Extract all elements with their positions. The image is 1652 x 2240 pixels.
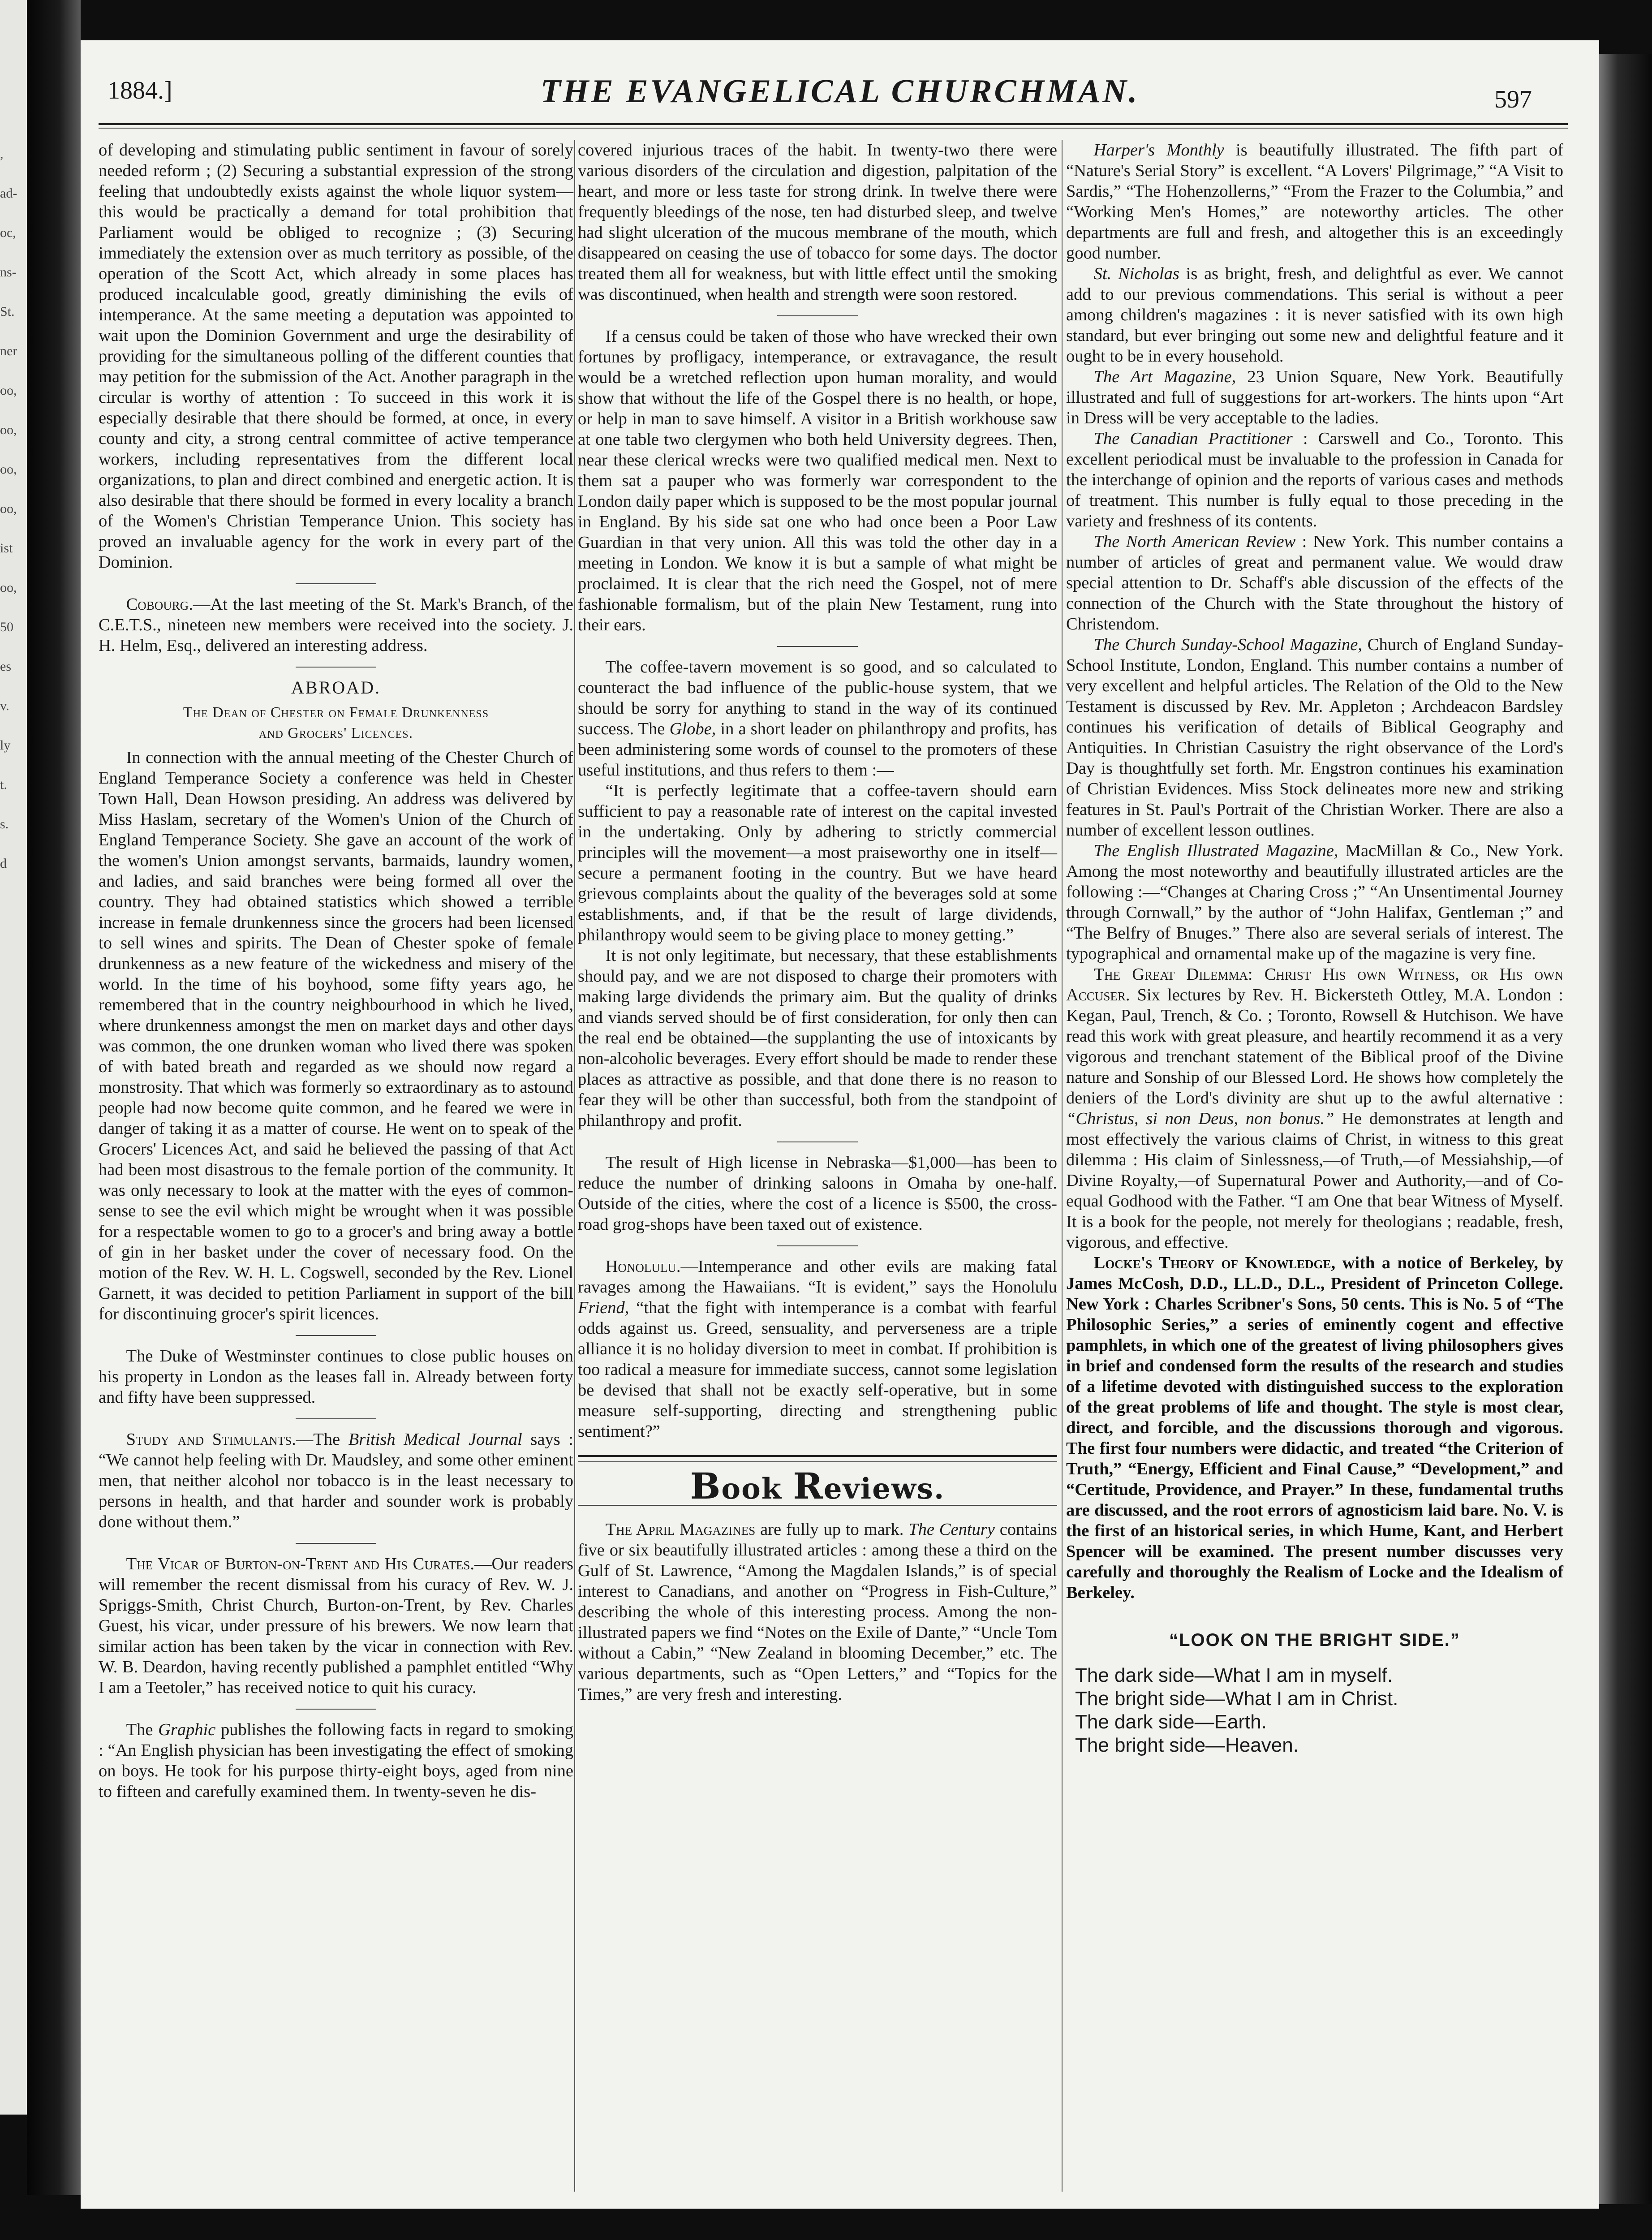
separator-rule	[296, 1543, 376, 1544]
book-reviews-heading	[578, 1465, 1057, 1507]
review-paragraph	[578, 1519, 1057, 1705]
sliver-fragment: ner	[0, 344, 17, 358]
item-text: MacMillan & Co., New York. Among the most noteworthy and beautifully illustrated articles are the following :—“Changes at Charing Cross ;” “An Unsentimental Journey through Cornwall,” by the author of “John Halifax, Gentleman ;” and “The Belfry of Bnuges.” There also are several serials of interest. The typographical and ornamental make up of the magazine is very fine.	[1066, 841, 1563, 963]
article-paragraph	[99, 1719, 573, 1802]
article-paragraph: In connection with the annual meeting of the Chester Church of England Temperance Society a conference was held in Chester Town Hall, Dean Howson presiding. An address was delivered by Miss Haslam, secretary of the Women's Union of the Church of England Temperance Society. She gave an account of the work of the women's Union amongst servants, barmaids, laundry women, and ladies, and said branches were being formed all over the country. They had obtained statistics which showed a terrible increase in female drunkenness since the grocers had been licensed to sell wines and spirits. The Dean of Chester spoke of female drunkenness as a new feature of the wickedness and misery of the world. In the time of his boyhood, some fifty years ago, he remembered that in the country neighbourhood in which he lived, where drunkenness amongst the men on market days and other days was common, the one drunken woman who lived there was spoken of with bated breath and regarded as we should now regard a monstrosity. That which was formerly so extraordinary as to astound people had now become quite common, and he feared we were in danger of taking it as a matter of course. He went on to speak of the Grocers' Licences Act, and said he believed the passing of that Act had been most disastrous to the female portion of the community. It was only necessary to look at the matter with the eyes of common-sense to see the evil which might be wrought when it was possible for a respectable women to go to a grocer's and bring away a bottle of gin in her basket under the cover of necessary food. On the motion of the Rev. W. H. L. Cogswell, seconded by the Rev. Lionel Garnett, it was decided to petition Parliament in support of the bill for discontinuing grocer's spirit licences.	[99, 748, 573, 1323]
column-2	[578, 140, 1057, 1705]
separator-rule	[777, 646, 858, 647]
item-text: with a notice of Berkeley, by James McCosh, D.D., LL.D., D.L., President of Princeton College. New York : Charles Scribner's Sons, 50 cents. This is No. 5 of “The Philosophic Series,” a series of eminently cogent and effective pamphlets, in which one of the greatest of living philosophers gives in brief and condensed form the results of the research and studies of a lifetime devoted with distinguished success to the exploration of the great problems of life and thought. The style is most clear, direct, and forcible, and the discussions thorough and vigorous. The first four numbers were didactic, and treated “the Criterion of Truth,” “Energy, Efficient and Final Cause,” “Development,” and “Certitude, Providence, and Prayer.” In these, fundamental truths are discussed, and the root errors of agnosticism laid bare. No. V. is the first of an historical series, in which Hume, Kant, and Herbert Spencer will be examined. The present number discusses very carefully and thoroughly the Realism of Locke and the Idealism of Berkeley.	[1066, 1254, 1563, 1602]
poem-lines	[1066, 1664, 1563, 1757]
page-number: 597	[1494, 86, 1532, 113]
sliver-fragment: v.	[0, 698, 9, 713]
item-text: is beautifully illustrated. The fifth part of “Nature's Serial Story” is excellent. “A Lovers' Pilgrimage,” “A Visit to Sardis,” “The Hohenzollerns,” “From the Frazer to the Columbia,” and “Working Men's Homes,” are noteworthy articles. The other departments are full and fresh, and altogether this is an exceedingly good number.	[1066, 141, 1563, 263]
header-year: 1884.]	[108, 77, 172, 104]
header-rule	[99, 123, 1568, 129]
section-heading-abroad: ABROAD.	[291, 677, 381, 698]
sliver-fragment: 50	[0, 620, 13, 634]
page-edge-shadow	[1595, 54, 1652, 2204]
column-1	[99, 140, 573, 1802]
item-lead: The Great Dilemma: Christ His own Witness, or His own Accuser.	[1066, 965, 1563, 1004]
masthead-title: THE EVANGELICAL CHURCHMAN.	[540, 73, 1140, 110]
sliver-fragment: oo,	[0, 501, 17, 516]
article-paragraph: If a census could be taken of those who have wrecked their own fortunes by profligacy, intemperance, or extravagance, the result would be a wretched reflection upon human morality, and would show that without the life of the Gospel there is no health, or hope, or help in man to save himself. A visitor in a British workhouse saw at one table two clergymen who both held University degrees. Then, near these clerical wrecks were two qualified medical men. Next to them sat a pauper who was formerly war correspondent to the London daily paper which is supposed to be the most popular journal in England. By his side sat one who had once been a Poor Law Guardian in that very union. All this was told the other day in a meeting in London. We know it is but a sample of what might be proclaimed. It is clear that the rich need the Gospel, not of mere fashionable formalism, but of the plain New Testament, rung into their ears.	[578, 327, 1057, 634]
publication-title: British Medical Journal	[348, 1430, 522, 1449]
heading-capital: B	[690, 1465, 722, 1507]
publication-title: The Church Sunday-School Magazine,	[1093, 635, 1363, 654]
publication-title: Harper's Monthly	[1093, 141, 1224, 159]
item-text: : Carswell and Co., Toronto. This excellent periodical must be invaluable to the profession in Canada for the interchange of opinion and the reports of various cases and methods of treatment. This number is fully equal to those preceding in the variety and freshness of its contents.	[1066, 429, 1563, 530]
article-paragraph: It is not only legitimate, but necessary, that these establishments should pay, and we are not disposed to charge their promoters with making large dividends the primary aim. But the quality of drinks and viands served should be of first consideration, for only then can the real end be obtained—the supplanting the use of intoxicants by non-alcoholic beverages. Every effort should be made to render these places as attractive as possible, and that done there is no reason to fear they will be other than successful, both from the standpoint of philanthropy and profit.	[578, 946, 1057, 1130]
review-paragraph	[1066, 531, 1563, 634]
column-3	[1066, 140, 1563, 1757]
sliver-fragment: ist	[0, 541, 13, 556]
review-paragraph	[1066, 964, 1563, 1253]
separator-rule	[296, 1709, 376, 1710]
item-lead: Cobourg.	[126, 595, 193, 614]
sliver-fragment: d	[0, 856, 7, 871]
item-text: He demonstrates at length and most effectively the various claims of Christ, in witness to this great dilemma : His claim of Sinlessness,—of Truth,—of Messiahship,—of Divine Royalty,—of Supernatural Power and Authority,—and of Co-equal Godhood with the Father. “I am One that bear Witness of Myself. It is a book for the people, not merely for theologians ; readable, fresh, vigorous, and effective.	[1066, 1109, 1563, 1252]
publication-title: St. Nicholas	[1093, 264, 1179, 283]
item-lead: Honolulu.	[605, 1257, 681, 1276]
column-divider	[1062, 140, 1063, 2192]
publication-title: The North American Review	[1093, 532, 1296, 551]
item-text: are fully up to mark.	[755, 1520, 909, 1539]
item-text: Six lectures by Rev. H. Bickersteth Ottley, M.A. London : Kegan, Paul, Trench, & Co. ; Toronto, Rowsell & Hutchison. We have read this work with great pleasure, and heartily recommend it as a very vigorous and trenchant statement of the Biblical proof of the Divine nature and Sonship of our Blessed Lord. He shows how completely the deniers of the Lord's divinity are shut up to the awful alternative :	[1066, 986, 1563, 1107]
item-text: The	[126, 1720, 159, 1739]
subheading-line: and Grocers' Licences.	[258, 725, 413, 741]
item-text: 23 Union Square, New York. Beautifully illustrated and full of suggestions for art-workers. The hints upon “Art in Dress will be very acceptable to the ladies.	[1066, 367, 1563, 427]
separator-rule	[296, 667, 376, 668]
book-gutter	[27, 0, 81, 2195]
item-text: in a short leader on philanthropy and profits, has been administering some words of counsel to the promoters of these useful institutions, and thus refers to them :—	[578, 719, 1058, 780]
sliver-fragment: St.	[0, 304, 15, 319]
sliver-fragment: ad-	[0, 186, 17, 201]
article-paragraph	[578, 657, 1057, 780]
article-paragraph	[99, 1554, 573, 1698]
poem-line: The dark side—What I am in myself.	[1075, 1664, 1393, 1686]
newspaper-page	[81, 40, 1599, 2209]
item-lead: Locke's Theory of Knowledge,	[1093, 1254, 1336, 1272]
item-text: says : “We cannot help feeling with Dr. Maudsley, and some other eminent men, that neither alcohol nor tobacco is in the least necessary to persons in health, and that harder and sounder work is probably done without them.”	[99, 1430, 574, 1531]
heading-text: ook	[721, 1472, 793, 1506]
heading-text: eviews.	[823, 1472, 945, 1506]
poem-line: The bright side—Heaven.	[1075, 1734, 1299, 1756]
item-text: contains five or six beautifully illustrated articles : among these a third on the Gulf of St. Lawrence, “Among the Magdalen Islands,” is of special interest to Canadians, and another on “Progress in Fish-Culture,” describing the whole of this interesting process. Among the non-illustrated papers we find “Notes on the Exile of Dante,” “Uncle Tom without a Cabin,” “New Zealand in blooming December,” etc. The various departments, such as “Open Letters,” and “Topics for the Times,” are very fresh and interesting.	[578, 1520, 1057, 1704]
item-text: —Intemperance and other evils are making fatal ravages among the Hawaiians. “It is evident,” says the Honolulu	[578, 1257, 1057, 1297]
publication-title: The Canadian Practitioner	[1093, 429, 1293, 448]
review-paragraph	[1066, 428, 1563, 531]
sliver-fragment: s.	[0, 817, 9, 831]
publication-title: The English Illustrated Magazine,	[1093, 841, 1338, 860]
review-paragraph	[1066, 366, 1563, 428]
sliver-fragment: ,	[0, 146, 4, 161]
sliver-fragment: ly	[0, 738, 11, 753]
left-page-text-fragments	[0, 134, 27, 883]
article-paragraph: of developing and stimulating public sentiment in favour of sorely needed reform ; (2) Securing a substantial expression of the strong feeling that undoubtedly exists against the whole liquor system—this would be practically a demand for total prohibition that Parliament would be obliged to recognize ; (3) Securing immediately the extension over as much territory as possible, of the operation of the Scott Act, which already in some places has produced incalculable good, greatly diminishing the evils of intemperance. At the same meeting a deputation was appointed to wait upon the Dominion Government and urge the desirability of providing for the simultaneous polling of the different counties that may petition for the submission of the Act. Another paragraph in the circular is worthy of attention : To succeed in this work it is especially desirable that there should be formed, at once, in every county and city, a strong central committee of active temperance workers, including representatives from the different local organizations, to plan and direct combined and energetic action. It is also desirable that there should be formed in every locality a branch of the Women's Christian Temperance Union. This society has proved an invaluable agency for the work in every part of the Dominion.	[99, 141, 573, 572]
section-rule	[578, 1455, 1057, 1457]
publication-title: Globe,	[669, 719, 716, 738]
quoted-paragraph: “It is perfectly legitimate that a coffee-tavern should earn sufficient to pay a reasonable rate of interest on the capital invested in the undertaking. Only by adhering to strictly commercial principles will the movement—a most praiseworthy one in itself—secure a permanent footing in the country. But we have heard grievous complaints about the quality of the beverages sold at some establishments, and, if that be the result of large dividends, philanthropy would seem to be giving place to money getting.”	[578, 781, 1057, 944]
item-text: : New York. This number contains a number of articles of great and permanent value. We would draw special attention to Dr. Schaff's able discussion of the effects of the connection of the Church with the State throughout the history of Christendom.	[1066, 532, 1564, 633]
sliver-fragment: oo,	[0, 462, 17, 477]
latin-quote: “Christus, si non Deus, non bonus.”	[1066, 1109, 1334, 1128]
column-divider	[574, 140, 575, 2192]
item-text: The coffee-tavern movement is so good, and so calculated to counteract the bad influence of the public-house system, that we should be sorry for anything to stand in the way of its continued success. The	[578, 658, 1057, 738]
item-lead: The April Magazines	[605, 1520, 756, 1539]
publication-title: The Art Magazine,	[1093, 367, 1236, 386]
review-paragraph	[1066, 840, 1563, 964]
section-rule	[578, 1461, 1057, 1462]
sliver-fragment: oo,	[0, 422, 17, 437]
separator-rule	[296, 1335, 376, 1336]
left-page-edge	[0, 0, 27, 2115]
poem-title: “LOOK ON THE BRIGHT SIDE.”	[1169, 1630, 1460, 1650]
separator-rule	[296, 583, 376, 584]
article-subheading	[99, 702, 573, 744]
sliver-fragment: oo,	[0, 580, 17, 595]
separator-rule	[777, 1245, 858, 1246]
article-paragraph	[99, 1429, 573, 1532]
item-text: —Our readers will remember the recent dismissal from his curacy of Rev. W. J. Spriggs-Smith, Christ Church, Burton-on-Trent, by Rev. Charles Guest, his vicar, under pressure of his brewers. We now learn that similar action has been taken by the vicar in connection with Rev. W. B. Deardon, having recently published a pamphlet entitled “Why I am a Teetoler,” has received notice to quit his curacy.	[99, 1555, 573, 1697]
review-paragraph	[1066, 263, 1563, 366]
article-paragraph	[99, 594, 573, 656]
article-paragraph: The Duke of Westminster continues to close public houses on his property in London as the leases fall in. Already between forty and fifty have been suppressed.	[99, 1347, 573, 1407]
item-text: “that the fight with intemperance is a combat with fearful odds against us. Greed, sensuality, and perverseness are a triple alliance it is no holiday diversion to meet in combat. If prohibition is too radical a measure for immediate success, cannot some legislation be devised that shall not be exactly self-operative, but in some measure self-supporting, directing and strengthening public sentiment?”	[578, 1298, 1057, 1441]
poem-line: The bright side—What I am in Christ.	[1075, 1688, 1398, 1710]
poem-line: The dark side—Earth.	[1075, 1711, 1267, 1733]
sliver-fragment: oo,	[0, 383, 17, 398]
separator-rule	[777, 315, 858, 316]
article-paragraph	[578, 1256, 1057, 1442]
item-text: is as bright, fresh, and delightful as ever. We cannot add to our previous commendations. This serial is without a peer among children's magazines : it is never satisfied with its own high standard, but ever bringing out some new and delightful feature and it ought to be in every household.	[1066, 264, 1563, 366]
item-text: publishes the following facts in regard to smoking : “An English physician has been investigating the effect of smoking on boys. He took for his purpose thirty-eight boys, aged from nine to fifteen and carefully examined them. In twenty-seven he dis-	[99, 1720, 573, 1801]
item-text: —The	[296, 1430, 348, 1449]
sliver-fragment: es	[0, 659, 11, 674]
separator-rule	[296, 1418, 376, 1419]
review-paragraph	[1066, 1253, 1563, 1603]
sliver-fragment: oc,	[0, 225, 16, 240]
sliver-fragment: t.	[0, 777, 7, 792]
item-lead: The Vicar of Burton-on-Trent and His Curates.	[126, 1555, 474, 1573]
article-paragraph: covered injurious traces of the habit. In twenty-two there were various disorders of the circulation and digestion, palpitation of the heart, and more or less taste for strong drink. In twelve there were frequently bleedings of the nose, ten had disturbed sleep, and twelve had slight ulceration of the mucous membrane of the mouth, which disappeared on ceasing the use of tobacco for some days. The doctor treated them all for weakness, but with little effect until the smoking was discontinued, when health and strength were soon restored.	[578, 141, 1057, 304]
publication-title: The Century	[908, 1520, 995, 1539]
publication-title: Graphic	[158, 1720, 216, 1739]
review-paragraph	[1066, 634, 1563, 840]
article-paragraph: The result of High license in Nebraska—$1,000—has been to reduce the number of drinking saloons in Omaha by one-half. Outside of the cities, where the cost of a licence is $500, the cross-road grog-shops have been taxed out of existence.	[578, 1153, 1057, 1234]
item-text: Church of England Sunday-School Institute, London, England. This number contains a number of very excellent and helpful articles. The Relation of the Old to the New Testament is discussed by Rev. Mr. Appleton ; Archdeacon Bardsley continues his verification of details of Biblical Geography and Antiquities. In Christian Casuistry the right observance of the Lord's Day is thoughtfully set forth. Mr. Engstron continues his examination of Christian Evidences. Miss Stock delineates more new and striking features in St. Paul's Portrait of the Christian Worker. There are also a number of excellent lesson outlines.	[1066, 635, 1563, 840]
item-text: —At the last meeting of the St. Mark's Branch, of the C.E.T.S., nineteen new members were received into the society. J. H. Helm, Esq., delivered an interesting address.	[99, 595, 573, 655]
publication-title: Friend,	[578, 1298, 629, 1317]
sliver-fragment: ns-	[0, 265, 17, 280]
review-paragraph	[1066, 140, 1563, 263]
item-lead: Study and Stimulants.	[126, 1430, 296, 1449]
heading-capital: R	[793, 1465, 824, 1507]
subheading-line: The Dean of Chester on Female Drunkenness	[183, 704, 489, 721]
